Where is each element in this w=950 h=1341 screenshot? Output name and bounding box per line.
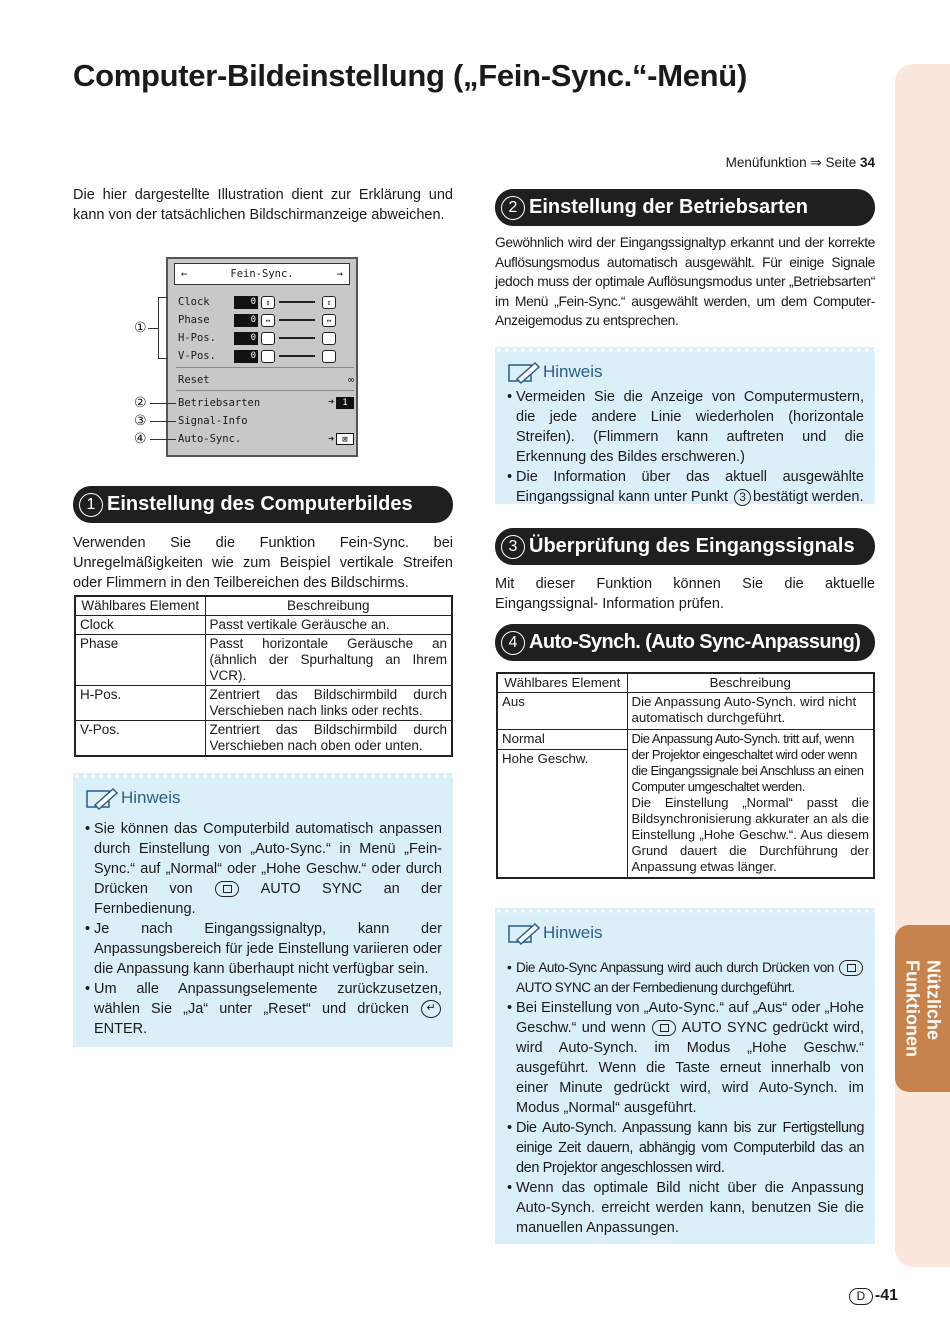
pencil-icon [507,920,541,946]
callout-leader [150,421,176,422]
osd-row-value: 0 [234,296,258,309]
osd-row-clock [178,294,354,310]
note-text: Die Information über das aktuell ausgewählte Eingangssignal kann unter Punkt [516,469,864,505]
note-dots-border [495,908,875,914]
table-cell: Zentriert das Bildschirmbild durch Verschieben nach links oder rechts. [205,686,452,721]
osd-divider [176,367,354,368]
section-number: 3 [501,535,525,559]
osd-row-reset [178,372,354,388]
osd-row-label: Phase [178,314,210,326]
section-number: 2 [501,196,525,220]
osd-divider [176,390,354,391]
list-item [507,387,864,467]
clock-adjust-icon: ↕ [261,296,275,309]
list-item [85,919,442,979]
table-cell: Passt horizontale Geräusche an (ähnlich der Spurhaltung an Ihrem VCR). [205,635,452,686]
osd-menu-illustration [166,257,358,457]
osd-row-auto-sync [178,431,354,447]
osd-row-value: 0 [234,350,258,363]
table-header: Wählbares Element [497,673,627,693]
osd-row-signal-info [178,413,354,429]
table-cell: Die Anpassung Auto-Synch. wird nicht automatisch durchgeführt. [627,693,874,730]
note-text: AUTO SYNC gedrückt wird, wird Auto-Synch. im Modus „Hohe Geschw.“ ausgeführt. Wenn die Taste erneut innerhalb von einer Minute gedrückt wird, wird Auto-Synch. im Modus „Normal“ ausgeführt. [516,1020,864,1116]
osd-enter-arrow-icon: ➜ 1 [328,397,354,409]
osd-row-betriebsarten [178,395,354,411]
osd-right-arrow-icon: → [336,268,343,280]
list-item [85,819,442,919]
section-title: Einstellung des Computerbildes [107,493,413,515]
section-2-header [495,189,875,226]
list-item [507,958,864,998]
note-dots-border [495,347,875,353]
reset-icon: ∞ [347,374,354,386]
note-heading [507,920,603,946]
page-letter: D [849,1288,873,1305]
table-cell: H-Pos. [75,686,205,721]
table-cell: Clock [75,616,205,635]
menu-ref-prefix: Menüfunktion ⇒ Seite [725,155,860,170]
note-title: Hinweis [543,362,603,381]
section-4-header [495,624,875,661]
note-text: Bei Einstellung von „Auto-Sync.“ auf „Aus“ oder „Hohe Geschw.“ und wenn [516,1000,864,1036]
note-dots-border [73,773,453,779]
note-text: Je nach Eingangssignaltyp, kann der Anpassungsbereich für jede Einstellung variieren oder die Anpassung kann überhaupt nicht verfügbar sein. [94,921,442,977]
osd-row-value: 0 [234,314,258,327]
menu-ref-page: 34 [859,155,875,170]
osd-left-arrow-icon: ← [181,268,188,280]
auto-sync-icon: ➜ ⊠ [328,433,354,445]
callout-leader [150,403,176,404]
auto-sync-key-icon [652,1020,676,1036]
note-text: Sie können das Computerbild automatisch anpassen durch Einstellung von „Auto-Sync.“ in Menü „Fein-Sync.“ auf „Normal“ oder „Hohe Geschw.“ oder durch Drücken von [94,821,442,897]
note-text: Die Auto-Sync Anpassung wird auch durch Drücken von [516,960,838,975]
phase-adjust-icon: ↔ [322,314,336,327]
osd-slider-bar [279,337,315,339]
table-cell: V-Pos. [75,721,205,757]
osd-slider-bar [279,301,315,303]
table-cell: Hohe Geschw. [497,750,627,878]
side-tab-nuetzliche-funktionen[interactable] [895,925,950,1092]
note-list [507,958,864,1238]
section-number: 1 [79,493,103,517]
section-2-text: Gewöhnlich wird der Eingangssignaltyp erkannt und der korrekte Auflösungsmodus automatisch ausgewählt. Für einige Signale jedoch muss der optimale Auflösungsmodus unter „Betriebsarten“ im Menü „Fein-Sync.“ ausgewählt werden, um dem Computer-Anzeigemodus zu entsprechen. [495,235,875,328]
page-number [849,1287,898,1305]
table-row [497,730,874,750]
intro-text: Die hier dargestellte Illustration dient zur Erklärung und kann von der tatsächlichen Bildschirmanzeige abweichen. [73,187,453,223]
note-box-1 [73,773,453,1047]
table-row [75,686,452,721]
note-text: ENTER. [94,1021,148,1037]
osd-row-phase [178,312,354,328]
osd-row-hpos [178,330,354,346]
vpos-icon [261,350,275,363]
section-number: 4 [501,631,525,655]
table-row [75,616,452,635]
note-text: Wenn das optimale Bild nicht über die Anpassung Auto-Synch. erreicht werden kann, benutzen Sie die manuellen Anpassungen. [516,1180,864,1236]
callout-leader [150,439,176,440]
osd-row-label: Signal-Info [178,415,248,427]
auto-sync-key-icon [215,881,239,897]
osd-mode-value: 1 [336,397,354,409]
callout-2: ② [134,394,147,410]
section-title: Einstellung der Betriebsarten [529,196,808,218]
callout-bracket [158,297,168,359]
table-cell: Zentriert das Bildschirmbild durch Verschieben nach oben oder unten. [205,721,452,757]
section-title: Auto-Synch. (Auto Sync-Anpassung) [529,631,861,653]
page-num-value: -41 [874,1287,898,1304]
table-cell: Passt vertikale Geräusche an. [205,616,452,635]
enter-key-icon: ↵ [421,1000,441,1018]
note-text: Vermeiden Sie die Anzeige von Computermustern, die jede andere Linie wiederholen (horizontale Streifen). (Flimmern kann auftreten und die Erkennung des Bildes erschweren.) [516,389,864,465]
menu-reference [726,155,875,171]
callout-4: ④ [134,430,147,446]
note-title: Hinweis [121,788,181,807]
section-4-table [496,672,875,879]
note-text: Die Auto-Synch. Anpassung kann bis zur Fertigstellung einige Zeit dauern, abhängig vom Computerbild das an den Projektor angeschlossen wird. [516,1120,864,1176]
osd-slider-bar [279,355,315,357]
table-header: Beschreibung [627,673,874,693]
list-item [507,1178,864,1238]
note-list [507,387,864,507]
note-title: Hinweis [543,923,603,942]
section-1-text: Verwenden Sie die Funktion Fein-Sync. bei Unregelmäßigkeiten wie zum Beispiel vertikale Streifen oder Flimmern in den Teilbereichen des Bildschirms. [73,535,453,591]
hpos-icon [322,332,336,345]
osd-slider-bar [279,319,315,321]
table-row [497,693,874,730]
table-header: Beschreibung [205,596,452,616]
phase-adjust-icon: ↔ [261,314,275,327]
list-item [507,467,864,507]
section-1-table [74,595,453,757]
section-3-header [495,528,875,565]
auto-sync-box-icon: ⊠ [336,433,354,445]
callout-1: ① [134,319,147,335]
note-box-3 [495,908,875,1244]
osd-row-label: V-Pos. [178,350,216,362]
table-cell-text: Die Einstellung „Normal“ passt die Bildsynchronisierung akkurater an als die Einstellung „Hohe Geschw.“. Aus diesem Grund dauert die Durchführung der Anpassung etwas länger. [631,795,869,874]
pencil-icon [85,785,119,811]
table-cell-merged [627,730,874,878]
section-1-header [73,486,453,523]
circled-number: 3 [734,489,751,506]
section-title: Überprüfung des Eingangssignals [529,535,855,557]
osd-row-label: Clock [178,296,210,308]
list-item [507,998,864,1118]
pencil-icon [507,359,541,385]
section-3-text: Mit dieser Funktion können Sie die aktuelle Eingangssignal- Information prüfen. [495,576,875,612]
table-header: Wählbares Element [75,596,205,616]
table-header-row [75,596,452,616]
table-cell: Phase [75,635,205,686]
vpos-icon [322,350,336,363]
table-cell-text: Die Anpassung Auto-Synch. tritt auf, wenn der Projektor eingeschaltet wird oder wenn die Eingangssignale bei Anschluss an einen Computer umgeschaltet werden. [631,731,864,794]
osd-row-vpos [178,348,354,364]
osd-row-label: Auto-Sync. [178,433,242,445]
osd-row-label: Betriebsarten [178,397,261,409]
osd-row-label: Reset [178,374,210,386]
list-item [85,979,442,1039]
osd-title-bar [174,263,350,285]
note-heading [507,359,603,385]
hpos-icon [261,332,275,345]
note-text: Um alle Anpassungselemente zurückzusetzen, wählen Sie „Ja“ unter „Reset“ und drücken [94,981,442,1017]
note-box-2 [495,347,875,504]
osd-row-label: H-Pos. [178,332,216,344]
note-text: bestätigt werden. [753,489,864,505]
table-row [75,635,452,686]
osd-row-value: 0 [234,332,258,345]
callout-3: ③ [134,412,147,428]
note-list [85,819,442,1039]
table-cell: Normal [497,730,627,750]
callout-leader [148,328,158,329]
note-text: AUTO SYNC an der Fernbedienung durchgeführt. [516,980,795,995]
table-cell: Aus [497,693,627,730]
note-text: AUTO SYNC an der Fernbedienung. [94,881,443,917]
page-title: Computer-Bildeinstellung („Fein-Sync.“-Menü) [73,58,747,93]
side-tab-label: Nützliche Funktionen [902,960,944,1057]
list-item [507,1118,864,1178]
note-heading [85,785,181,811]
table-header-row [497,673,874,693]
clock-adjust-icon: ↕ [322,296,336,309]
auto-sync-key-icon [839,960,863,976]
table-row [75,721,452,757]
osd-title: Fein-Sync. [230,268,294,280]
